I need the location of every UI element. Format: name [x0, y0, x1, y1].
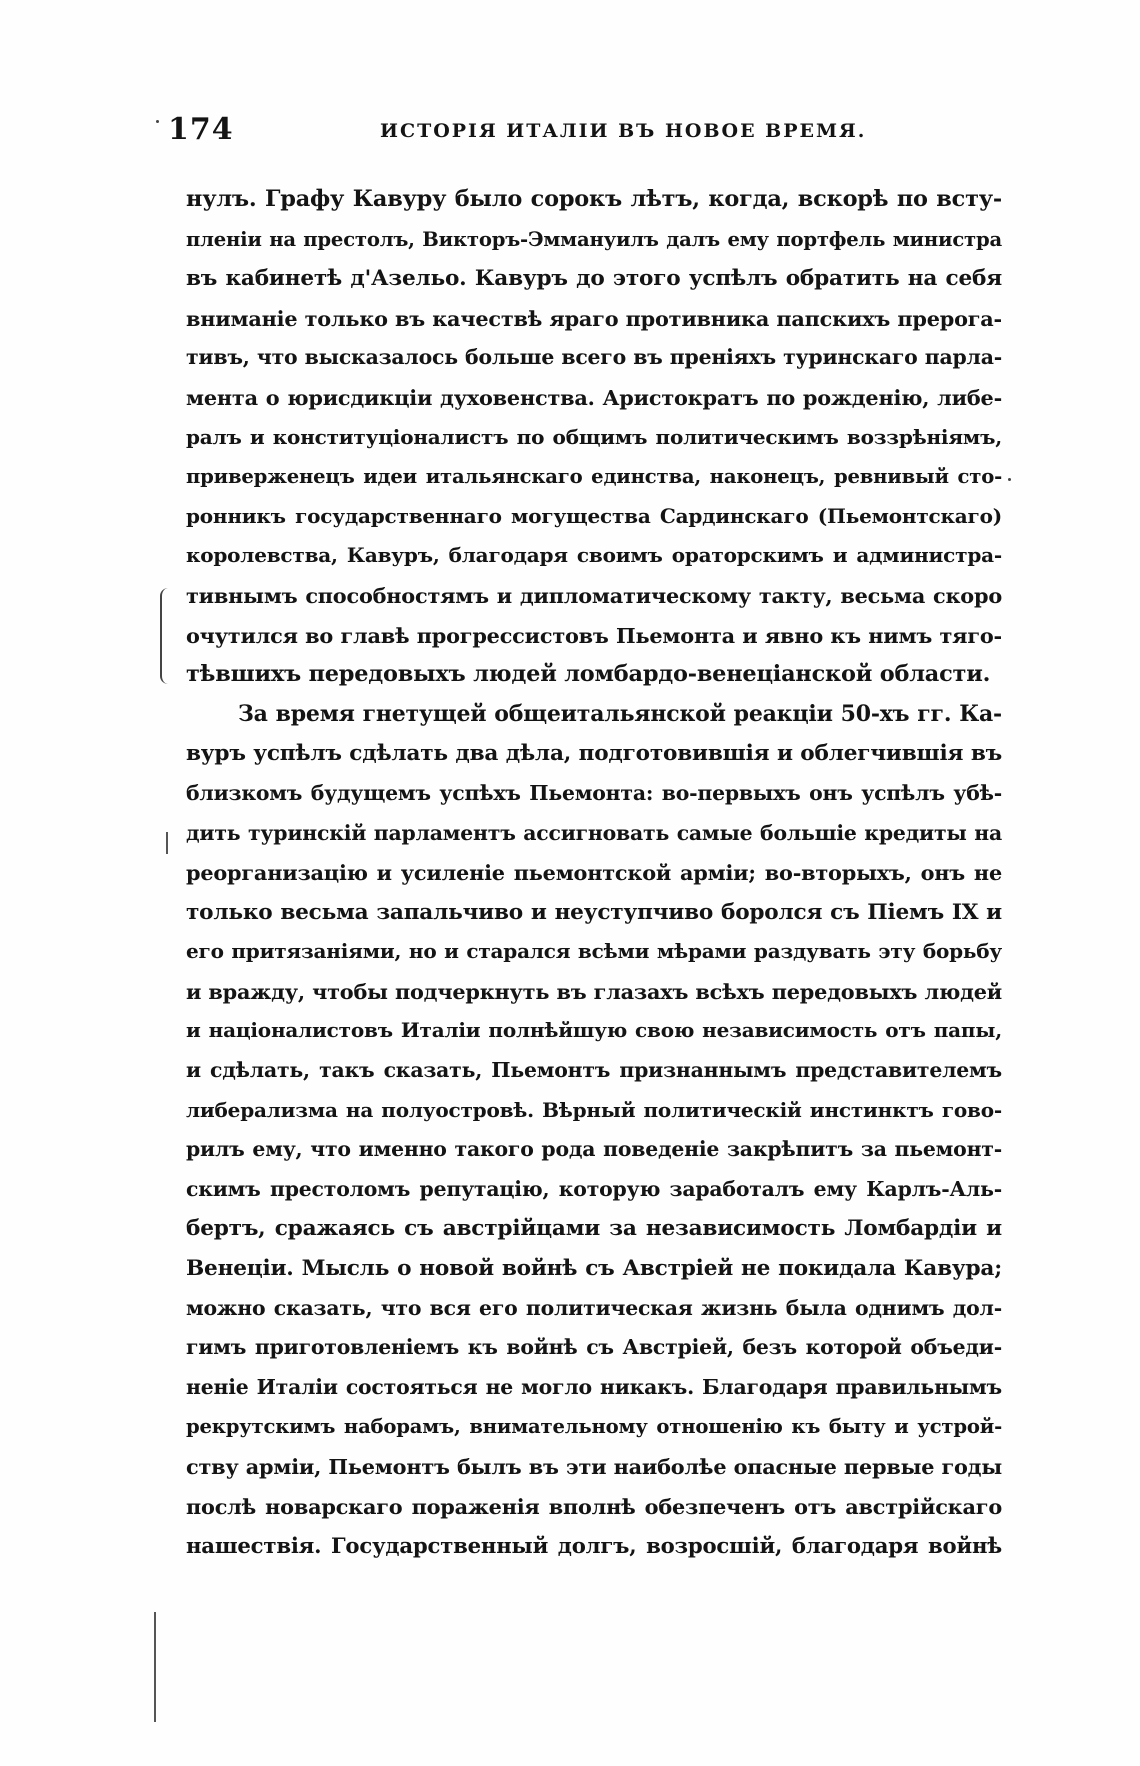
text-line: неніе Италіи состояться не могло никакъ. Благодаря правильнымъ	[186, 1374, 1002, 1399]
margin-tick-mark	[154, 1612, 156, 1722]
body-text	[186, 180, 1002, 1566]
text-line: нулъ. Графу Кавуру было сорокъ лѣтъ, когда, вскорѣ по всту-	[186, 186, 1002, 212]
text-line: только весьма запальчиво и неуступчиво боролся съ Піемъ IX и	[186, 899, 1002, 925]
text-line: и сдѣлать, такъ сказать, Пьемонтъ признаннымъ представителемъ	[186, 1058, 1002, 1083]
text-line: нашествія. Государственный долгъ, возросшій, благодаря войнѣ	[186, 1533, 1002, 1559]
text-line: можно сказать, что вся его политическая жизнь была однимъ дол-	[186, 1295, 1002, 1320]
text-line: вниманіе только въ качествѣ яраго противника папскихъ прерога-	[186, 305, 1002, 331]
text-line: реорганизацію и усиленіе пьемонтской арміи; во-вторыхъ, онъ не	[186, 860, 1002, 886]
text-line: вуръ успѣлъ сдѣлать два дѣла, подготовившія и облегчившія въ	[186, 741, 1002, 767]
text-line: ству арміи, Пьемонтъ былъ въ эти наиболѣе опасные первые годы	[186, 1454, 1002, 1479]
text-line: либерализма на полуостровѣ. Вѣрный политическій инстинктъ гово-	[186, 1097, 1002, 1122]
text-line: рилъ ему, что именно такого рода поведеніе закрѣпитъ за пьемонт-	[186, 1137, 1002, 1162]
text-line: дить туринскій парламентъ ассигновать самые большіе кредиты на	[186, 820, 1002, 845]
text-line: приверженецъ идеи итальянскаго единства, наконецъ, ревнивый сто-	[186, 465, 1002, 489]
text-line: За время гнетущей общеитальянской реакціи 50-хъ гг. Ка-	[238, 700, 1002, 727]
paragraph-2	[186, 695, 1002, 1566]
text-line: пленіи на престолъ, Викторъ-Эммануилъ далъ ему портфель министра	[186, 227, 1002, 251]
text-line: послѣ новарскаго пораженія вполнѣ обезпеченъ отъ австрійскаго	[186, 1493, 1002, 1519]
running-title: ИСТОРІЯ ИТАЛІИ ВЪ НОВОЕ ВРЕМЯ.	[380, 120, 867, 142]
text-line: близкомъ будущемъ успѣхъ Пьемонта: во-первыхъ онъ успѣлъ убѣ-	[186, 780, 1002, 805]
text-line: его притязаніями, но и старался всѣми мѣрами раздувать эту борьбу	[186, 939, 1002, 964]
text-line: тивнымъ способностямъ и дипломатическому такту, весьма скоро	[186, 582, 1002, 608]
margin-bracket-mark	[160, 588, 172, 684]
text-line: тѣвшихъ передовыхъ людей ломбардо-венеціанской области.	[186, 661, 991, 688]
page-number: 174	[168, 112, 234, 147]
margin-dot-mark	[1008, 478, 1011, 481]
text-line: тивъ, что высказалось больше всего въ преніяхъ туринскаго парла-	[186, 345, 1002, 370]
margin-tick-mark	[166, 832, 168, 854]
text-line: гимъ приготовленіемъ къ войнѣ съ Австріей, безъ которой объеди-	[186, 1335, 1002, 1360]
text-line: мента о юрисдикціи духовенства. Аристократъ по рожденію, либе-	[186, 384, 1002, 410]
text-line: рекрутскимъ наборамъ, внимательному отношенію къ быту и устрой-	[186, 1415, 1002, 1439]
paragraph-1	[186, 180, 1002, 695]
text-line: королевства, Кавуръ, благодаря своимъ ораторскимъ и администра-	[186, 543, 1002, 568]
text-line: и вражду, чтобы подчеркнуть въ глазахъ всѣхъ передовыхъ людей	[186, 978, 1002, 1004]
text-line: Венеціи. Мысль о новой войнѣ съ Австріей не покидала Кавура;	[186, 1256, 1002, 1282]
text-line: въ кабинетѣ д'Азельо. Кавуръ до этого успѣлъ обратить на себя	[186, 266, 1002, 292]
margin-dot-mark	[156, 120, 159, 123]
text-line: и націоналистовъ Италіи полнѣйшую свою независимость отъ папы,	[186, 1018, 1002, 1043]
running-header	[160, 112, 1010, 152]
text-line: бертъ, сражаясь съ австрійцами за независимость Ломбардіи и	[186, 1216, 1002, 1242]
text-line: скимъ престоломъ репутацію, которую заработалъ ему Карлъ-Аль-	[186, 1176, 1002, 1201]
text-line: очутился во главѣ прогрессистовъ Пьемонта и явно къ нимъ тяго-	[186, 622, 1002, 648]
text-line: ронникъ государственнаго могущества Сардинскаго (Пьемонтскаго)	[186, 503, 1002, 528]
text-line: ралъ и конституціоналистъ по общимъ политическимъ воззрѣніямъ,	[186, 424, 1002, 449]
